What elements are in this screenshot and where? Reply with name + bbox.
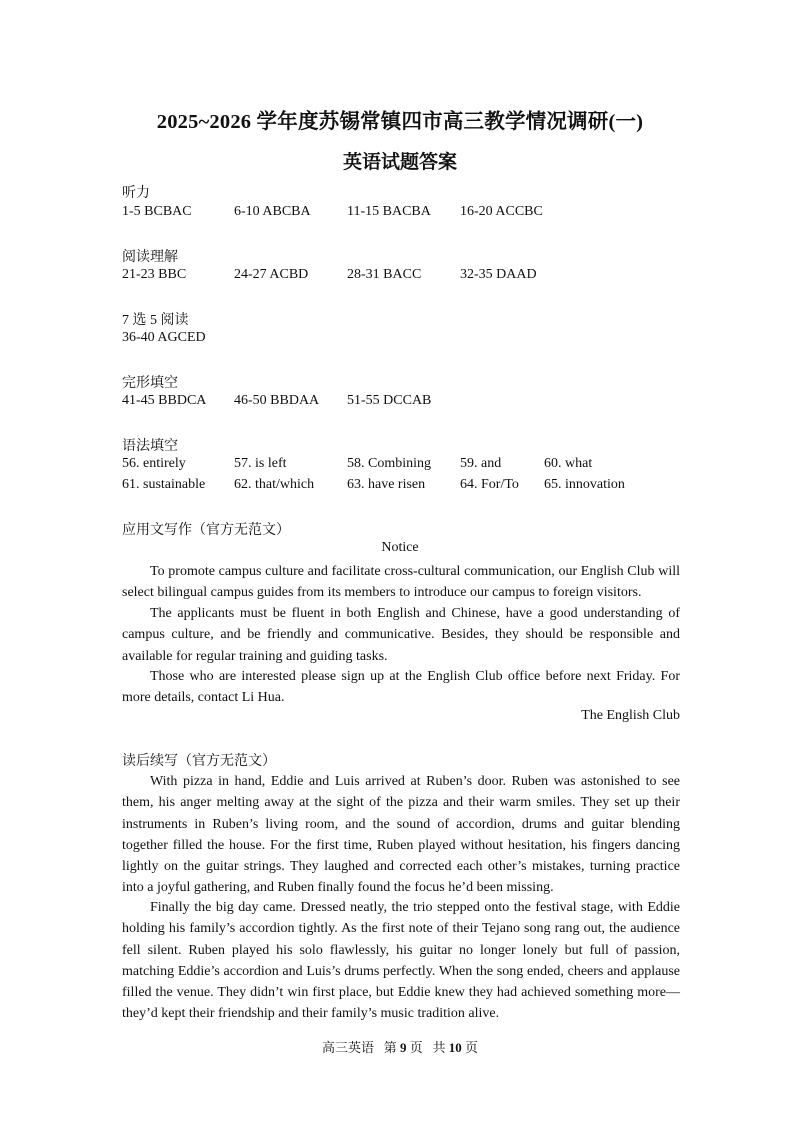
section-label-continuation: 读后续写（官方无范文） (122, 754, 276, 769)
answer-cell: 1-5 BCBAC (122, 204, 192, 219)
answer-cell: 57. is left (234, 456, 287, 471)
answer-cell: 60. what (544, 456, 593, 471)
answer-cell: 46-50 BBDAA (234, 393, 320, 408)
answer-cell: 32-35 DAAD (460, 267, 537, 282)
section-label-seven-five: 7 选 5 阅读 (122, 313, 189, 328)
paragraph: Finally the big day came. Dressed neatly, the trio stepped onto the festival stage, with Eddie holding his family’s accordion tightly. As the first note of their Tejano song rang out, the audience fell silent. Ruben played his solo flawlessly, his guitar no longer lonely but full of passion, matching Eddie’s accordion and Luis’s drums perfectly. When the song ended, cheers and applause filled the venue. They didn’t win first place, but Eddie knew they had achieved something more—they’d kept their friendship and their family’s music tradition alive. (122, 900, 680, 1022)
answer-cell: 61. sustainable (122, 477, 206, 492)
answer-cell: 24-27 ACBD (234, 267, 309, 282)
answer-cell: 11-15 BACBA (347, 204, 431, 219)
page-footer (0, 1037, 800, 1056)
notice-signature: The English Club (581, 708, 680, 723)
paragraph: With pizza in hand, Eddie and Luis arrived at Ruben’s door. Ruben was astonished to see them, his anger melting away at the sight of the pizza and their warm smiles. They set up their instruments in Ruben’s living room, and the sound of accordion, drums and guitar blending together filled the house. For the first time, Ruben played without hesitation, his fingers dancing lightly on the guitar strings. They laughed and corrected each other’s mistakes, turning practice into a joyful gathering, and Ruben finally found the focus he’d been missing. (122, 774, 680, 896)
answer-cell: 6-10 ABCBA (234, 204, 311, 219)
footer-subject: 高三英语 (321, 1040, 374, 1055)
paragraph: Those who are interested please sign up at the English Club office before next Friday. For more details, contact Li Hua. (122, 669, 680, 706)
footer-page-number: 9 (399, 1040, 407, 1055)
answer-cell: 16-20 ACCBC (460, 204, 543, 219)
notice-title: Notice (381, 540, 419, 555)
footer-total-suffix: 页 (465, 1040, 479, 1055)
footer-page-prefix: 第 (383, 1040, 397, 1055)
section-label-listening: 听力 (122, 186, 150, 201)
answer-cell: 63. have risen (347, 477, 426, 492)
answer-cell: 21-23 BBC (122, 267, 187, 282)
paragraph: The applicants must be fluent in both English and Chinese, have a good understanding of campus culture, and be friendly and communicative. Besides, they should be responsible and available for regular training and guiding tasks. (122, 606, 680, 664)
answer-cell: 64. For/To (460, 477, 519, 492)
answer-cell: 56. entirely (122, 456, 186, 471)
page-subtitle: 英语试题答案 (342, 152, 457, 173)
section-label-grammar: 语法填空 (122, 439, 178, 454)
page-title: 2025~2026 学年度苏锡常镇四市高三教学情况调研(一) (156, 111, 644, 133)
footer-total-prefix: 共 (432, 1040, 446, 1055)
section-label-cloze: 完形填空 (122, 376, 178, 391)
section-label-writing: 应用文写作（官方无范文） (122, 523, 290, 538)
answer-cell: 51-55 DCCAB (347, 393, 432, 408)
answer-cell: 28-31 BACC (347, 267, 422, 282)
footer-page-suffix: 页 (409, 1040, 423, 1055)
answer-cell: 58. Combining (347, 456, 432, 471)
answer-cell: 59. and (460, 456, 502, 471)
answer-cell: 41-45 BBDCA (122, 393, 207, 408)
answer-cell: 62. that/which (234, 477, 315, 492)
answer-cell: 65. innovation (544, 477, 625, 492)
section-label-reading: 阅读理解 (122, 250, 178, 265)
paragraph: To promote campus culture and facilitate cross-cultural communication, our English Club will select bilingual campus guides from its members to introduce our campus to foreign visitors. (122, 564, 680, 601)
footer-total-number: 10 (448, 1040, 462, 1055)
answer-cell: 36-40 AGCED (122, 330, 206, 345)
